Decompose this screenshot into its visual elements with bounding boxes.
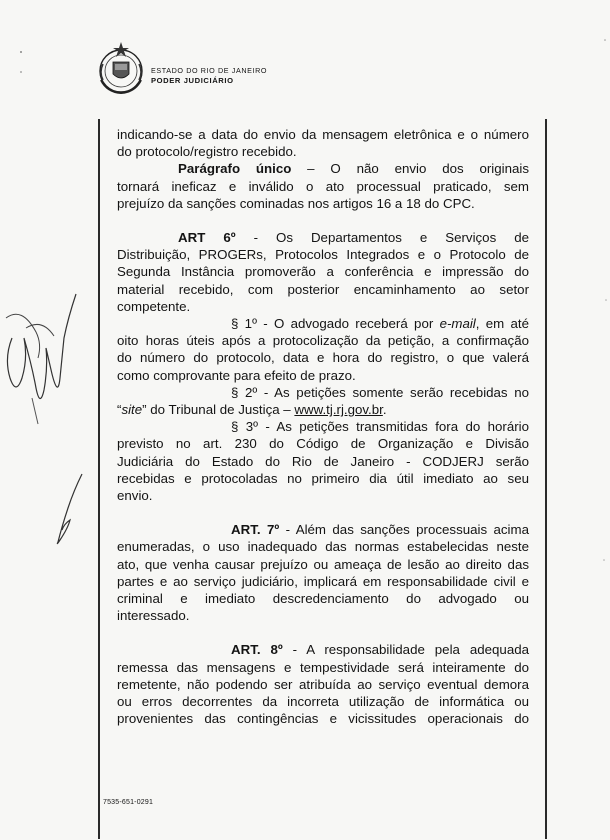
text-line: indicando-se a data do envio da mensagem eletrônica e o número xyxy=(117,127,529,142)
section-2-line: § 2º - As petições somente serão recebidas no xyxy=(231,384,529,400)
header-state: ESTADO DO RIO DE JANEIRO xyxy=(151,66,268,75)
text-line: oito horas úteis após a protocolização da petição, a confirmação xyxy=(117,333,529,349)
right-margin-rule xyxy=(545,119,547,839)
text-line: remetente, não podendo ser atribuída ao serviço eventual demora xyxy=(117,676,529,692)
text-line: provenientes das contingências e vicissitudes operacionais do xyxy=(117,711,529,727)
article-6-heading-line: ART 6º - Os Departamentos e Serviços de xyxy=(178,230,529,246)
text-line: prejuízo da sanções cominadas nos artigos 16 a 18 do CPC. xyxy=(117,195,475,211)
text-line: Judiciária do Estado do Rio de Janeiro - CODJERJ serão xyxy=(117,453,529,469)
margin-marks xyxy=(18,48,24,78)
paragraph-heading: Parágrafo único xyxy=(178,161,292,177)
handwritten-initials xyxy=(48,470,88,550)
text-line: como comprovante para efeito de prazo. xyxy=(117,367,356,383)
text-line: remessa das mensagens e tempestividade será inteiramente do xyxy=(117,659,529,675)
text-line: do número do protocolo, data e hora do registro, o que valerá xyxy=(117,350,529,366)
article-heading: ART 6º xyxy=(178,230,236,246)
text-line: recebidas e protocoladas no primeiro dia útil imediato ao seu xyxy=(117,470,529,486)
left-margin-rule xyxy=(98,119,100,839)
article-heading: ART. 7º xyxy=(231,522,280,538)
coat-of-arms-icon xyxy=(93,40,149,98)
text-line: envio. xyxy=(117,488,153,504)
tribunal-url-link[interactable]: www.tj.rj.gov.br xyxy=(294,402,383,418)
scan-edge-marks xyxy=(598,0,610,840)
text-line: ou erros decorrentes da incorreta utilização de informática ou xyxy=(117,694,529,710)
form-number: 7535-651-0291 xyxy=(103,799,154,806)
article-heading: ART. 8º xyxy=(231,642,283,658)
text-line: tornará ineficaz e inválido o ato processual praticado, sem xyxy=(117,178,529,194)
text-line: ato, que venha causar prejuízo ou ameaça de lesão ao direito das xyxy=(117,556,529,572)
article-7-heading-line: ART. 7º - Além das sanções processuais acima xyxy=(231,522,529,538)
text-line: criminal e imediato descredenciamento do advogado ou xyxy=(117,591,529,607)
article-8-heading-line: ART. 8º - A responsabilidade pela adequada xyxy=(231,642,530,658)
paragraph-unico-line: Parágrafo único – O não envio dos originais xyxy=(178,161,529,177)
section-2-site-line: “site” do Tribunal de Justiça – www.tj.rj.gov.br. xyxy=(117,402,387,418)
section-1-line: § 1º - O advogado receberá por e-mail, em até xyxy=(231,316,529,332)
text-line: Segunda Instância promoverão a conferência e impressão do xyxy=(117,264,529,280)
text-line: partes e ao serviço judiciário, implicará em responsabilidade civil e xyxy=(117,573,529,589)
text-line: enumeradas, o uso inadequado das normas estabelecidas neste xyxy=(117,539,529,555)
section-3-line: § 3º - As petições transmitidas fora do horário xyxy=(231,419,529,435)
text-line: previsto no art. 230 do Código de Organização e Divisão xyxy=(117,436,529,452)
text-line: Distribuição, PROGERs, Protocolos Integrados e o Protocolo de xyxy=(117,247,529,263)
text-line: interessado. xyxy=(117,608,190,624)
document-body xyxy=(117,126,529,728)
header-branch: PODER JUDICIÁRIO xyxy=(151,76,234,85)
text-line: material recebido, com posterior encaminhamento ao setor xyxy=(117,281,529,297)
handwritten-signature xyxy=(2,278,82,428)
text-line: competente. xyxy=(117,298,191,314)
text-line: do protocolo/registro recebido. xyxy=(117,144,297,160)
